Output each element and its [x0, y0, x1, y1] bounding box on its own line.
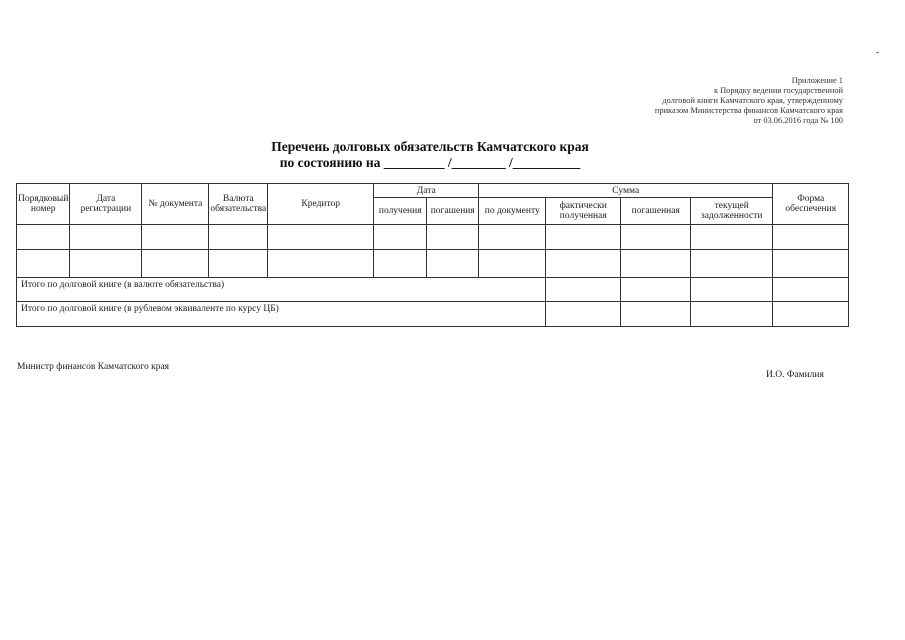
table-cell	[209, 250, 268, 278]
signer-title: Министр финансов Камчатского края	[17, 362, 170, 372]
table-cell	[209, 225, 268, 250]
table-row	[17, 225, 849, 250]
table-cell	[268, 250, 374, 278]
table-cell	[427, 250, 479, 278]
table-cell	[546, 250, 621, 278]
table-cell	[691, 250, 773, 278]
total-rub-row	[17, 302, 849, 327]
table-row	[17, 250, 849, 278]
header-reg-date: Дата регистрации	[70, 184, 142, 225]
table-cell	[691, 278, 773, 302]
header-creditor: Кредитор	[268, 184, 374, 225]
total-rub-label: Итого по долговой книге (в рублевом эквиваленте по курсу ЦБ)	[17, 302, 546, 327]
header-security-form: Форма обеспечения	[773, 184, 849, 225]
appendix-line-5: от 03.06.2016 года № 100	[753, 116, 843, 125]
header-doc-no: № документа	[142, 184, 209, 225]
table-cell	[773, 250, 849, 278]
table-cell	[17, 250, 70, 278]
header-sum-repaid: погашенная	[621, 198, 691, 225]
header-date-received: получения	[374, 198, 427, 225]
table-cell	[691, 302, 773, 327]
table-cell	[621, 225, 691, 250]
table-cell	[773, 278, 849, 302]
table-cell	[374, 250, 427, 278]
header-seq-no: Порядковый номер	[17, 184, 70, 225]
appendix-line-2: к Порядку ведения государственной	[713, 86, 843, 95]
appendix-note	[583, 76, 843, 126]
document-title	[200, 139, 660, 171]
header-sum-group: Сумма	[479, 184, 773, 198]
appendix-line-4: приказом Министерства финансов Камчатского края	[654, 106, 843, 115]
header-sum-by-doc: по документу	[479, 198, 546, 225]
total-currency-label: Итого по долговой книге (в валюте обязательства)	[17, 278, 546, 302]
title-line-2: по состоянию на _________ /________ /__________	[279, 155, 581, 170]
table-cell	[546, 225, 621, 250]
table-cell	[70, 225, 142, 250]
table-cell	[621, 302, 691, 327]
table-cell	[479, 225, 546, 250]
table-cell	[773, 302, 849, 327]
table-cell	[70, 250, 142, 278]
header-date-group: Дата	[374, 184, 479, 198]
table-cell	[374, 225, 427, 250]
table-cell	[142, 250, 209, 278]
table-cell	[621, 278, 691, 302]
table-cell	[773, 225, 849, 250]
header-date-repaid: погашения	[427, 198, 479, 225]
header-sum-current: текущей задолженности	[691, 198, 773, 225]
total-currency-row	[17, 278, 849, 302]
title-line-1: Перечень долговых обязательств Камчатского края	[271, 139, 589, 154]
appendix-line-1: Приложение 1	[791, 76, 843, 85]
header-currency: Валюта обязательства	[209, 184, 268, 225]
table-cell	[427, 225, 479, 250]
table-cell	[17, 225, 70, 250]
table-cell	[691, 225, 773, 250]
table-cell	[142, 225, 209, 250]
signer-name: И.О. Фамилия	[766, 370, 824, 380]
table-cell	[268, 225, 374, 250]
table-cell	[546, 278, 621, 302]
debt-obligations-table	[16, 183, 849, 327]
header-sum-actual: фактически полученная	[546, 198, 621, 225]
table-cell	[621, 250, 691, 278]
table-cell	[479, 250, 546, 278]
table-cell	[546, 302, 621, 327]
appendix-line-3: долговой книги Камчатского края, утвержденному	[662, 96, 843, 105]
scan-artifact	[876, 52, 879, 53]
